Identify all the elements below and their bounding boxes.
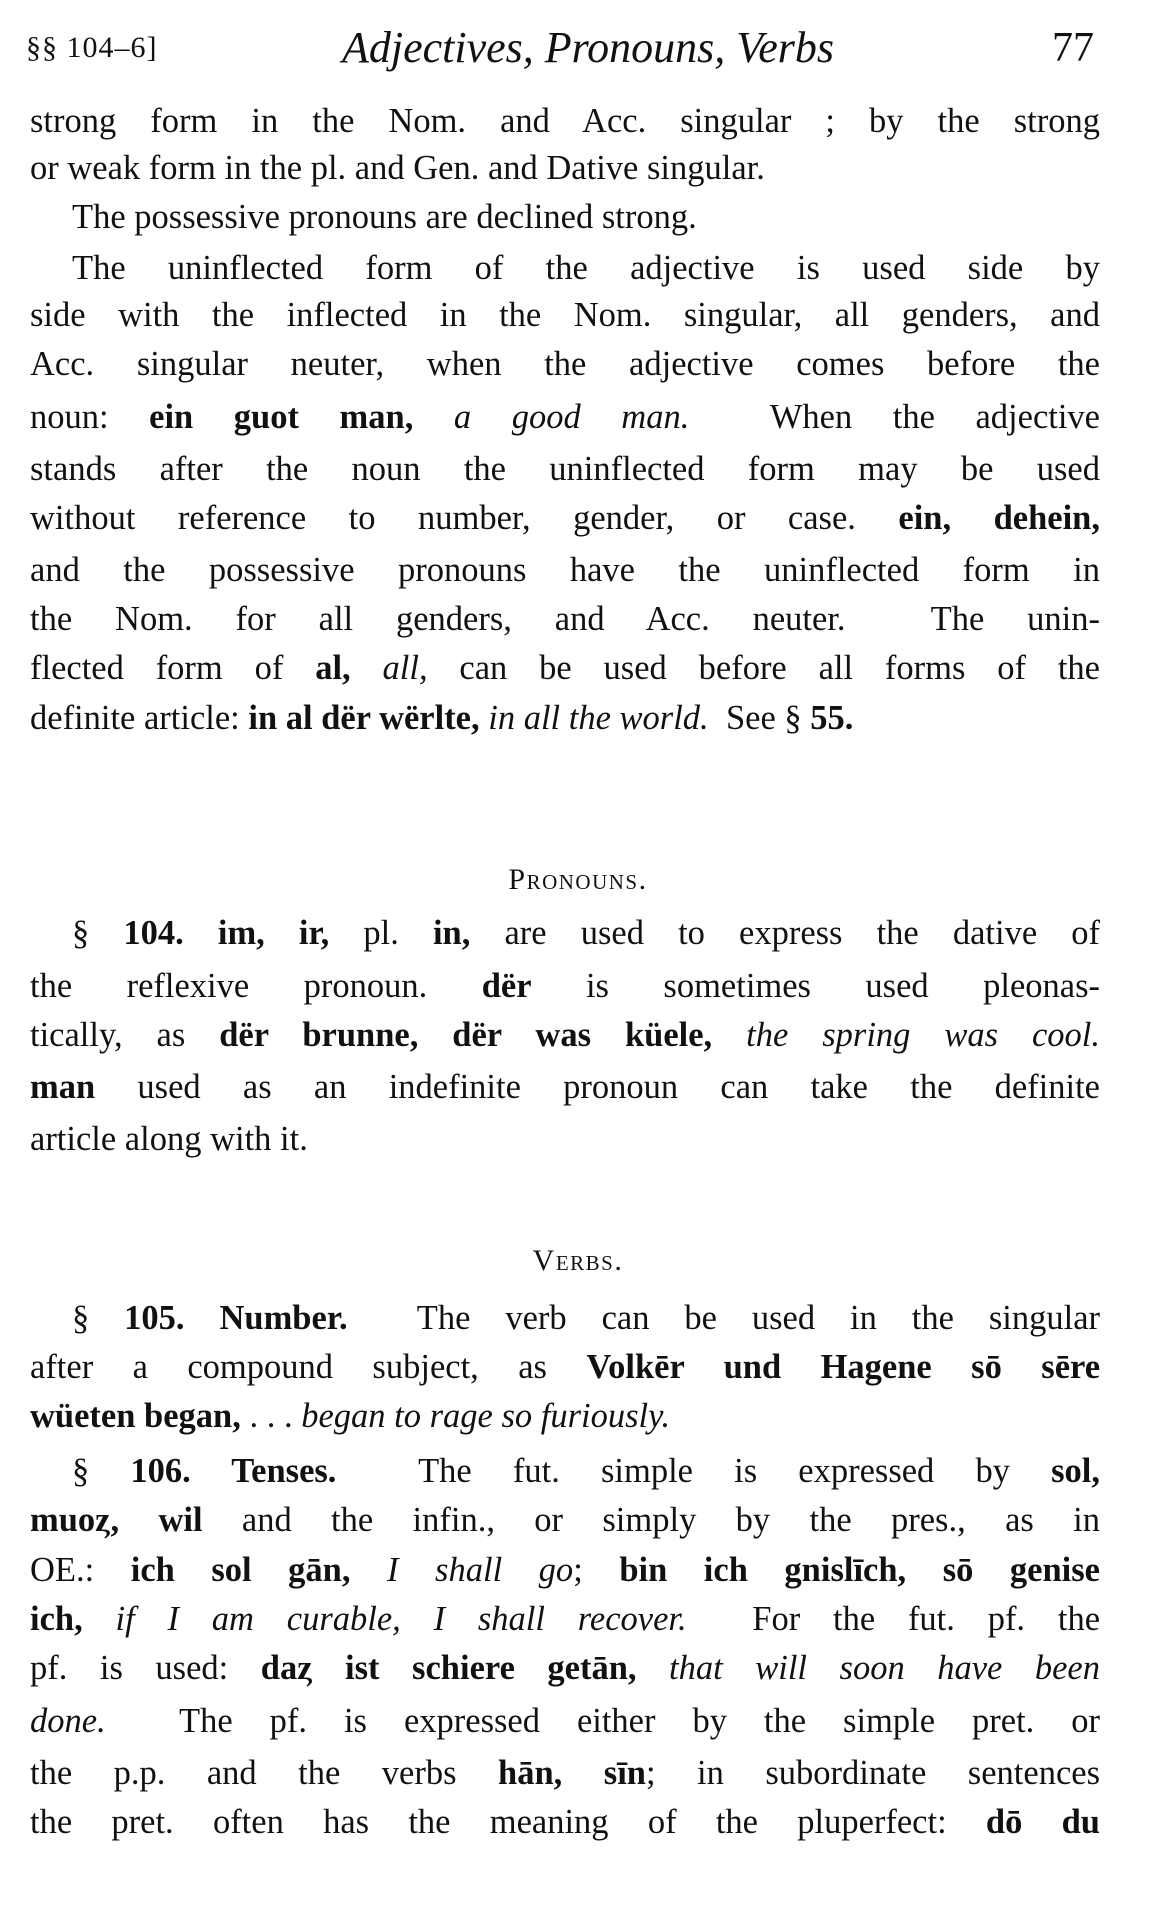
italic-gloss: all, (382, 649, 428, 687)
text-run: The fut. simple is expressed by (336, 1452, 1052, 1490)
text-line (30, 1698, 1100, 1744)
text-run (637, 1649, 670, 1687)
italic-gloss: I shall go (387, 1551, 574, 1589)
text-line (30, 1295, 1100, 1341)
bold-term: Volkēr und Hagene sō sēre (586, 1348, 1101, 1386)
page-number: 77 (1052, 25, 1094, 71)
text-run: . . . (240, 1397, 302, 1435)
text-run: Acc. singular neuter, when the adjective comes before the (30, 345, 1100, 383)
text-run: The possessive pronouns are declined strong. (72, 198, 697, 236)
text-line (30, 695, 1100, 741)
text-line (30, 1012, 1100, 1058)
text-line (30, 446, 1100, 492)
text-run: can be used before all forms of the (427, 649, 1100, 687)
text-run: is sometimes used pleonas- (531, 967, 1100, 1005)
text-run: § (72, 1299, 125, 1337)
text-line (30, 1448, 1100, 1494)
text-run: OE.: (30, 1551, 131, 1589)
text-line (30, 645, 1100, 691)
section-heading-pronouns: Pronouns. (508, 863, 648, 896)
text-line (30, 1393, 1100, 1439)
text-line (30, 1344, 1100, 1390)
italic-gloss: the spring was cool. (746, 1016, 1101, 1054)
bold-term: al, (315, 649, 351, 687)
text-line (30, 1645, 1100, 1691)
text-run: and the possessive pronouns have the uninflected form in (30, 551, 1100, 589)
text-line (30, 194, 1100, 240)
text-line (30, 292, 1100, 338)
bold-term: 106. Tenses. (130, 1452, 337, 1490)
text-run: For the fut. pf. the (686, 1600, 1101, 1638)
bold-term: 105. Number. (124, 1299, 348, 1337)
text-run: ; (573, 1551, 620, 1589)
text-run (413, 398, 454, 436)
bold-term: man (30, 1068, 96, 1106)
text-run: strong form in the Nom. and Acc. singular ; by the strong (30, 102, 1100, 140)
bold-term: bin ich gnislīch, sō genise (619, 1551, 1100, 1589)
text-line (30, 1799, 1100, 1845)
text-run (83, 1600, 116, 1638)
text-run (480, 699, 489, 737)
text-run: The verb can be used in the singular (347, 1299, 1100, 1337)
bold-term: in al dër wërlte, (248, 699, 480, 737)
text-run: § (72, 914, 124, 952)
text-run: without reference to number, gender, or case. (30, 499, 899, 537)
text-run: the Nom. for all genders, and Acc. neuter. The unin- (30, 600, 1100, 638)
bold-term: wüeten began, (30, 1397, 241, 1435)
section-heading-verbs: Verbs. (532, 1244, 624, 1277)
bold-term: dō du (985, 1803, 1100, 1841)
text-run: The pf. is expressed either by the simple pret. or (105, 1702, 1100, 1740)
text-line (30, 98, 1100, 144)
text-line (30, 963, 1100, 1009)
bold-term: ein, dehein, (898, 499, 1100, 537)
text-line (30, 145, 1100, 191)
text-run: used as an indefinite pronoun can take the definite (95, 1068, 1100, 1106)
text-run: side with the inflected in the Nom. singular, all genders, and (30, 296, 1100, 334)
italic-gloss: that will soon have been (669, 1649, 1100, 1687)
text-run (351, 649, 383, 687)
bold-term: dër (481, 967, 532, 1005)
bold-term: dër brunne, dër was küele, (219, 1016, 713, 1054)
text-line (30, 341, 1100, 387)
text-run: noun: (30, 398, 150, 436)
bold-term: ein guot man, (149, 398, 414, 436)
text-line (30, 394, 1100, 440)
text-line (30, 910, 1100, 956)
italic-gloss: a good man. (453, 398, 690, 436)
italic-gloss: if I am curable, I shall recover. (115, 1600, 687, 1638)
bold-term: muoȥ, wil (30, 1501, 203, 1539)
text-run: ; in subordinate sentences (645, 1754, 1100, 1792)
text-run: the pret. often has the meaning of the pluperfect: (30, 1803, 986, 1841)
text-line (30, 1064, 1100, 1110)
text-run: The uninflected form of the adjective is used side by (72, 249, 1100, 287)
text-run: after a compound subject, as (30, 1348, 587, 1386)
text-run: definite article: (30, 699, 249, 737)
bold-term: daȥ ist schiere getān, (260, 1649, 637, 1687)
bold-term: in, (432, 914, 471, 952)
text-run: When the adjective (689, 398, 1100, 436)
text-run: pl. (329, 914, 433, 952)
text-line (30, 1497, 1100, 1543)
italic-gloss: done. (30, 1702, 106, 1740)
bold-term: 55. (810, 699, 854, 737)
text-line (30, 1596, 1100, 1642)
text-run: flected form of (30, 649, 316, 687)
text-run: the reflexive pronoun. (30, 967, 482, 1005)
bold-term: sol, (1051, 1452, 1100, 1490)
text-run: tically, as (30, 1016, 220, 1054)
text-line (30, 596, 1100, 642)
text-run: pf. is used: (30, 1649, 261, 1687)
text-run (350, 1551, 387, 1589)
text-run: stands after the noun the uninflected form may be used (30, 450, 1100, 488)
text-run: article along with it. (30, 1120, 308, 1158)
text-run: are used to express the dative of (470, 914, 1100, 952)
text-run: and the infin., or simply by the pres., as in (202, 1501, 1100, 1539)
text-line (30, 547, 1100, 593)
bold-term: hān, sīn (498, 1754, 646, 1792)
text-run (712, 1016, 746, 1054)
text-line (30, 495, 1100, 541)
bold-term: ich sol gān, (130, 1551, 351, 1589)
text-line (30, 1750, 1100, 1796)
text-run: See § (708, 699, 811, 737)
text-run: or weak form in the pl. and Gen. and Dative singular. (30, 149, 765, 187)
bold-term: 104. im, ir, (123, 914, 330, 952)
running-header-section-range: §§ 104–6] (26, 31, 158, 64)
text-line (30, 1116, 1100, 1162)
bold-term: ich, (30, 1600, 83, 1638)
running-header-title: Adjectives, Pronouns, Verbs (341, 23, 835, 72)
text-run: § (72, 1452, 131, 1490)
text-line (30, 245, 1100, 291)
text-run: the p.p. and the verbs (30, 1754, 499, 1792)
text-line (30, 1547, 1100, 1593)
italic-gloss: in all the world. (488, 699, 709, 737)
italic-gloss: began to rage so furiously. (301, 1397, 671, 1435)
